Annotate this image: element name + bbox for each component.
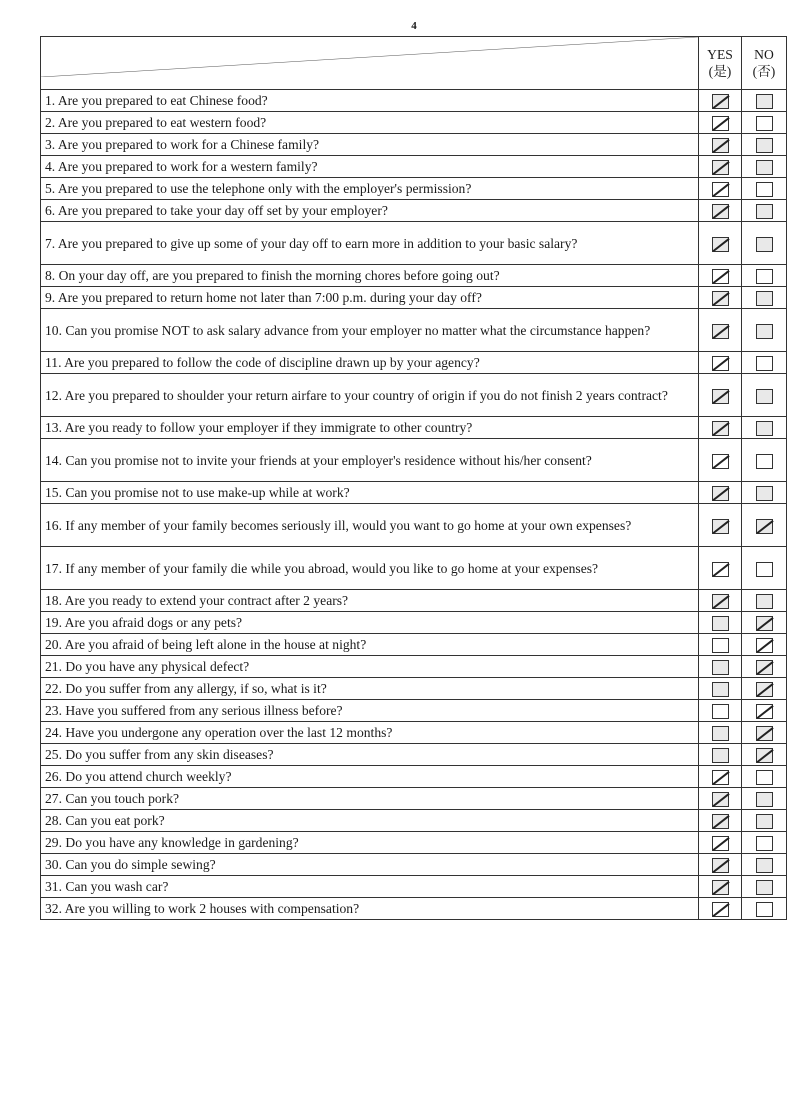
question-row bbox=[41, 112, 787, 134]
question-row bbox=[41, 374, 787, 417]
no-checkbox[interactable] bbox=[756, 138, 773, 153]
no-checkbox[interactable] bbox=[756, 616, 773, 631]
question-row bbox=[41, 656, 787, 678]
no-checkbox[interactable] bbox=[756, 858, 773, 873]
no-checkbox[interactable] bbox=[756, 160, 773, 175]
yes-checkbox[interactable] bbox=[712, 421, 729, 436]
question-text: 11. Are you prepared to follow the code of discipline drawn up by your agency? bbox=[41, 352, 699, 374]
yes-answer-cell bbox=[699, 656, 742, 678]
yes-answer-cell bbox=[699, 612, 742, 634]
no-answer-cell bbox=[742, 439, 787, 482]
question-row bbox=[41, 590, 787, 612]
question-text: 29. Do you have any knowledge in gardening? bbox=[41, 832, 699, 854]
question-row bbox=[41, 352, 787, 374]
question-text: 28. Can you eat pork? bbox=[41, 810, 699, 832]
no-checkbox[interactable] bbox=[756, 519, 773, 534]
no-answer-cell bbox=[742, 876, 787, 898]
yes-checkbox[interactable] bbox=[712, 237, 729, 252]
yes-checkbox[interactable] bbox=[712, 324, 729, 339]
yes-column-header bbox=[699, 37, 742, 90]
yes-answer-cell bbox=[699, 309, 742, 352]
yes-checkbox[interactable] bbox=[712, 291, 729, 306]
yes-checkbox[interactable] bbox=[712, 519, 729, 534]
question-row bbox=[41, 287, 787, 309]
yes-answer-cell bbox=[699, 744, 742, 766]
yes-checkbox[interactable] bbox=[712, 814, 729, 829]
question-text: 8. On your day off, are you prepared to finish the morning chores before going out? bbox=[41, 265, 699, 287]
no-checkbox[interactable] bbox=[756, 562, 773, 577]
yes-checkbox[interactable] bbox=[712, 269, 729, 284]
question-text: 14. Can you promise not to invite your friends at your employer's residence without his/her consent? bbox=[41, 439, 699, 482]
question-row bbox=[41, 876, 787, 898]
no-answer-cell bbox=[742, 810, 787, 832]
no-answer-cell bbox=[742, 722, 787, 744]
question-text: 23. Have you suffered from any serious illness before? bbox=[41, 700, 699, 722]
no-answer-cell bbox=[742, 482, 787, 504]
no-checkbox[interactable] bbox=[756, 94, 773, 109]
yes-answer-cell bbox=[699, 156, 742, 178]
question-row bbox=[41, 744, 787, 766]
yes-checkbox[interactable] bbox=[712, 770, 729, 785]
yes-checkbox[interactable] bbox=[712, 182, 729, 197]
question-text: 5. Are you prepared to use the telephone only with the employer's permission? bbox=[41, 178, 699, 200]
yes-checkbox[interactable] bbox=[712, 880, 729, 895]
no-answer-cell bbox=[742, 854, 787, 876]
question-row bbox=[41, 634, 787, 656]
yes-answer-cell bbox=[699, 810, 742, 832]
yes-header-chinese: (是) bbox=[708, 64, 732, 79]
no-checkbox[interactable] bbox=[756, 204, 773, 219]
question-text: 30. Can you do simple sewing? bbox=[41, 854, 699, 876]
yes-answer-cell bbox=[699, 788, 742, 810]
question-row bbox=[41, 722, 787, 744]
yes-answer-cell bbox=[699, 832, 742, 854]
yes-checkbox[interactable] bbox=[712, 638, 729, 653]
question-row bbox=[41, 504, 787, 547]
no-header-chinese: (否) bbox=[752, 64, 776, 79]
no-checkbox[interactable] bbox=[756, 902, 773, 917]
no-answer-cell bbox=[742, 656, 787, 678]
question-row bbox=[41, 309, 787, 352]
no-answer-cell bbox=[742, 200, 787, 222]
yes-answer-cell bbox=[699, 200, 742, 222]
question-text: 2. Are you prepared to eat western food? bbox=[41, 112, 699, 134]
yes-checkbox[interactable] bbox=[712, 616, 729, 631]
yes-checkbox[interactable] bbox=[712, 116, 729, 131]
no-answer-cell bbox=[742, 156, 787, 178]
question-text: 13. Are you ready to follow your employer if they immigrate to other country? bbox=[41, 417, 699, 439]
yes-answer-cell bbox=[699, 547, 742, 590]
no-answer-cell bbox=[742, 90, 787, 112]
question-row bbox=[41, 90, 787, 112]
question-row bbox=[41, 547, 787, 590]
yes-checkbox[interactable] bbox=[712, 562, 729, 577]
yes-answer-cell bbox=[699, 898, 742, 920]
no-checkbox[interactable] bbox=[756, 454, 773, 469]
question-row bbox=[41, 898, 787, 920]
no-checkbox[interactable] bbox=[756, 237, 773, 252]
question-text: 19. Are you afraid dogs or any pets? bbox=[41, 612, 699, 634]
yes-answer-cell bbox=[699, 678, 742, 700]
question-text: 31. Can you wash car? bbox=[41, 876, 699, 898]
yes-answer-cell bbox=[699, 854, 742, 876]
question-text: 4. Are you prepared to work for a western family? bbox=[41, 156, 699, 178]
no-answer-cell bbox=[742, 612, 787, 634]
no-answer-cell bbox=[742, 134, 787, 156]
question-row bbox=[41, 439, 787, 482]
yes-checkbox[interactable] bbox=[712, 858, 729, 873]
question-text: 17. If any member of your family die while you abroad, would you like to go home at your expenses? bbox=[41, 547, 699, 590]
question-text: 32. Are you willing to work 2 houses with compensation? bbox=[41, 898, 699, 920]
yes-answer-cell bbox=[699, 112, 742, 134]
no-answer-cell bbox=[742, 112, 787, 134]
question-text: 20. Are you afraid of being left alone in the house at night? bbox=[41, 634, 699, 656]
yes-answer-cell bbox=[699, 876, 742, 898]
no-answer-cell bbox=[742, 417, 787, 439]
question-row bbox=[41, 482, 787, 504]
no-answer-cell bbox=[742, 265, 787, 287]
no-checkbox[interactable] bbox=[756, 638, 773, 653]
question-text: 26. Do you attend church weekly? bbox=[41, 766, 699, 788]
yes-checkbox[interactable] bbox=[712, 454, 729, 469]
yes-answer-cell bbox=[699, 504, 742, 547]
no-checkbox[interactable] bbox=[756, 748, 773, 763]
yes-checkbox[interactable] bbox=[712, 594, 729, 609]
no-answer-cell bbox=[742, 374, 787, 417]
yes-checkbox[interactable] bbox=[712, 160, 729, 175]
no-answer-cell bbox=[742, 832, 787, 854]
question-text: 3. Are you prepared to work for a Chinese family? bbox=[41, 134, 699, 156]
yes-checkbox[interactable] bbox=[712, 660, 729, 675]
no-checkbox[interactable] bbox=[756, 291, 773, 306]
question-text: 24. Have you undergone any operation over the last 12 months? bbox=[41, 722, 699, 744]
yes-answer-cell bbox=[699, 722, 742, 744]
no-checkbox[interactable] bbox=[756, 486, 773, 501]
yes-answer-cell bbox=[699, 374, 742, 417]
no-answer-cell bbox=[742, 634, 787, 656]
question-row bbox=[41, 417, 787, 439]
question-row bbox=[41, 612, 787, 634]
no-answer-cell bbox=[742, 590, 787, 612]
question-row bbox=[41, 134, 787, 156]
yes-answer-cell bbox=[699, 482, 742, 504]
question-row bbox=[41, 265, 787, 287]
no-answer-cell bbox=[742, 678, 787, 700]
question-row bbox=[41, 832, 787, 854]
no-answer-cell bbox=[742, 178, 787, 200]
question-text: 15. Can you promise not to use make-up while at work? bbox=[41, 482, 699, 504]
yes-answer-cell bbox=[699, 222, 742, 265]
question-row bbox=[41, 156, 787, 178]
question-row bbox=[41, 854, 787, 876]
question-row bbox=[41, 200, 787, 222]
no-checkbox[interactable] bbox=[756, 726, 773, 741]
no-checkbox[interactable] bbox=[756, 356, 773, 371]
yes-answer-cell bbox=[699, 134, 742, 156]
question-text: 12. Are you prepared to shoulder your return airfare to your country of origin if you do not finish 2 years contract? bbox=[41, 374, 699, 417]
question-row bbox=[41, 700, 787, 722]
question-text: 9. Are you prepared to return home not later than 7:00 p.m. during your day off? bbox=[41, 287, 699, 309]
question-row bbox=[41, 788, 787, 810]
no-header-label: NO bbox=[754, 47, 774, 62]
yes-answer-cell bbox=[699, 590, 742, 612]
question-text: 16. If any member of your family becomes seriously ill, would you want to go home at your own expenses? bbox=[41, 504, 699, 547]
question-text: 27. Can you touch pork? bbox=[41, 788, 699, 810]
yes-answer-cell bbox=[699, 287, 742, 309]
no-column-header bbox=[742, 37, 787, 90]
yes-checkbox[interactable] bbox=[712, 902, 729, 917]
no-answer-cell bbox=[742, 744, 787, 766]
yes-answer-cell bbox=[699, 265, 742, 287]
question-text: 25. Do you suffer from any skin diseases? bbox=[41, 744, 699, 766]
yes-checkbox[interactable] bbox=[712, 726, 729, 741]
no-checkbox[interactable] bbox=[756, 421, 773, 436]
yes-checkbox[interactable] bbox=[712, 204, 729, 219]
no-answer-cell bbox=[742, 222, 787, 265]
yes-answer-cell bbox=[699, 439, 742, 482]
question-row bbox=[41, 222, 787, 265]
question-text: 7. Are you prepared to give up some of your day off to earn more in addition to your basic salary? bbox=[41, 222, 699, 265]
yes-answer-cell bbox=[699, 634, 742, 656]
yes-checkbox[interactable] bbox=[712, 94, 729, 109]
page-number: 4 bbox=[411, 20, 417, 32]
yes-checkbox[interactable] bbox=[712, 704, 729, 719]
no-answer-cell bbox=[742, 788, 787, 810]
yes-answer-cell bbox=[699, 90, 742, 112]
yes-checkbox[interactable] bbox=[712, 486, 729, 501]
yes-checkbox[interactable] bbox=[712, 682, 729, 697]
no-answer-cell bbox=[742, 504, 787, 547]
question-text: 1. Are you prepared to eat Chinese food? bbox=[41, 90, 699, 112]
no-checkbox[interactable] bbox=[756, 594, 773, 609]
yes-answer-cell bbox=[699, 178, 742, 200]
no-checkbox[interactable] bbox=[756, 324, 773, 339]
no-checkbox[interactable] bbox=[756, 269, 773, 284]
yes-checkbox[interactable] bbox=[712, 792, 729, 807]
yes-checkbox[interactable] bbox=[712, 836, 729, 851]
question-row bbox=[41, 678, 787, 700]
no-answer-cell bbox=[742, 766, 787, 788]
question-row bbox=[41, 810, 787, 832]
no-answer-cell bbox=[742, 287, 787, 309]
yes-header-label: YES bbox=[707, 47, 733, 62]
yes-checkbox[interactable] bbox=[712, 748, 729, 763]
no-checkbox[interactable] bbox=[756, 389, 773, 404]
table-header-row bbox=[41, 37, 787, 90]
no-answer-cell bbox=[742, 898, 787, 920]
no-answer-cell bbox=[742, 547, 787, 590]
yes-checkbox[interactable] bbox=[712, 138, 729, 153]
yes-answer-cell bbox=[699, 352, 742, 374]
no-checkbox[interactable] bbox=[756, 116, 773, 131]
question-row bbox=[41, 178, 787, 200]
question-text: 6. Are you prepared to take your day off set by your employer? bbox=[41, 200, 699, 222]
no-checkbox[interactable] bbox=[756, 704, 773, 719]
yes-answer-cell bbox=[699, 700, 742, 722]
header-blank-cell bbox=[41, 37, 699, 90]
no-answer-cell bbox=[742, 700, 787, 722]
question-text: 22. Do you suffer from any allergy, if so, what is it? bbox=[41, 678, 699, 700]
question-text: 21. Do you have any physical defect? bbox=[41, 656, 699, 678]
no-checkbox[interactable] bbox=[756, 682, 773, 697]
yes-answer-cell bbox=[699, 766, 742, 788]
question-row bbox=[41, 766, 787, 788]
yes-answer-cell bbox=[699, 417, 742, 439]
no-checkbox[interactable] bbox=[756, 814, 773, 829]
question-text: 10. Can you promise NOT to ask salary advance from your employer no matter what the circumstance happen? bbox=[41, 309, 699, 352]
questionnaire-table bbox=[40, 36, 787, 920]
no-answer-cell bbox=[742, 352, 787, 374]
no-checkbox[interactable] bbox=[756, 660, 773, 675]
no-checkbox[interactable] bbox=[756, 880, 773, 895]
no-answer-cell bbox=[742, 309, 787, 352]
no-checkbox[interactable] bbox=[756, 792, 773, 807]
yes-checkbox[interactable] bbox=[712, 389, 729, 404]
question-text: 18. Are you ready to extend your contract after 2 years? bbox=[41, 590, 699, 612]
no-checkbox[interactable] bbox=[756, 836, 773, 851]
yes-checkbox[interactable] bbox=[712, 356, 729, 371]
no-checkbox[interactable] bbox=[756, 770, 773, 785]
no-checkbox[interactable] bbox=[756, 182, 773, 197]
